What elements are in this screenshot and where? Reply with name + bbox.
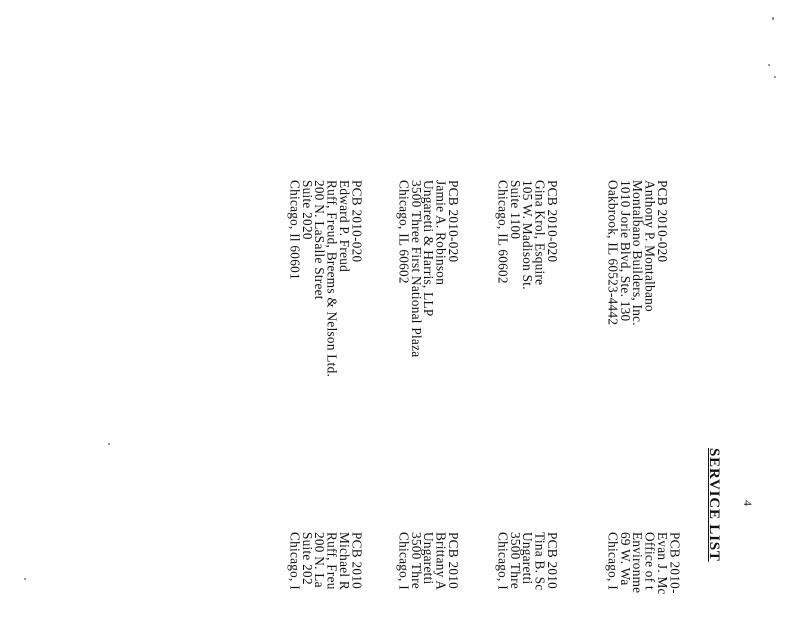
entry-line: 3500 Three First National Plaza [408, 180, 424, 358]
entry-line: Ruff, Freud, Breems & Nelson Ltd. [324, 180, 340, 378]
entry-line: PCB 2010 [349, 532, 365, 590]
entry-line: Chicago, Il 60601 [287, 180, 303, 280]
entry-line: Michael R [337, 532, 353, 591]
entry-line: 3500 Thre [507, 532, 523, 590]
entry-line: Chicago, I [287, 532, 303, 590]
entry-line: PCB 2010-020 [545, 180, 561, 263]
entry-line: PCB 2010 [545, 532, 561, 590]
entry-line: 200 N. LaSalle Street [312, 180, 328, 300]
service-entry-freud [287, 180, 365, 378]
entry-line: Chicago, I [396, 532, 412, 590]
entry-line: Office of t [642, 532, 658, 590]
entry-line: Montalbano Builders, Inc. [630, 180, 646, 326]
entry-line: Chicago, IL 60602 [495, 180, 511, 284]
service-entry-right-4 [287, 532, 365, 591]
entry-line: PCB 2010 [446, 532, 462, 590]
entry-line: Evan J. Mc [655, 532, 671, 595]
entry-line: Chicago, I [495, 532, 511, 590]
entry-line: PCB 2010-020 [349, 180, 365, 263]
page-title: SERVICE LIST [706, 448, 722, 562]
entry-line: Anthony P. Montalbano [642, 180, 658, 312]
entry-line: 69 W. Wa [617, 532, 633, 586]
service-entry-krol [495, 180, 561, 290]
entry-line: Jamie A. Robinson [433, 180, 449, 286]
entry-line: Brittany A [433, 532, 449, 591]
entry-line: Suite 202 [299, 532, 315, 585]
entry-line: Oakbrook, IL 60523-4442 [605, 180, 621, 326]
entry-line: PCB 2010-020 [446, 180, 462, 263]
scan-speck [108, 443, 110, 445]
entry-line: Tina B. Sc [532, 532, 548, 591]
entry-line: Ungaretti [421, 532, 437, 585]
entry-line: Edward P. Freud [337, 180, 353, 273]
scan-speck [24, 578, 26, 580]
service-entry-right-2 [495, 532, 561, 591]
entry-line: 1010 Jorie Blvd, Ste. 130 [617, 180, 633, 322]
entry-line: Gina Krol, Esquire [532, 180, 548, 286]
entry-line: Ruff, Freu [324, 532, 340, 590]
page-number: 4 [741, 500, 755, 506]
entry-line: 200 N. La [312, 532, 328, 588]
entry-line: Suite 2020 [299, 180, 315, 240]
entry-line: Ungaretti & Harris, LLP [421, 180, 437, 317]
entry-line: 3500 Thre [408, 532, 424, 590]
service-entry-robinson [396, 180, 462, 358]
entry-line: PCB 2010- [667, 532, 683, 594]
entry-line: 105 W. Madison St. [520, 180, 536, 290]
entry-line: Ungaretti [520, 532, 536, 585]
service-entry-montalbano [605, 180, 671, 326]
entry-line: Environme [630, 532, 646, 594]
entry-line: Chicago, IL 60602 [396, 180, 412, 284]
service-entry-right-1 [605, 532, 683, 595]
entry-line: PCB 2010-020 [655, 180, 671, 263]
entry-line: Suite 1100 [507, 180, 523, 240]
scan-speck [772, 17, 774, 20]
scan-speck [774, 76, 776, 78]
scan-speck [768, 64, 770, 66]
entry-line: Chicago, I [605, 532, 621, 590]
service-entry-right-3 [396, 532, 462, 591]
